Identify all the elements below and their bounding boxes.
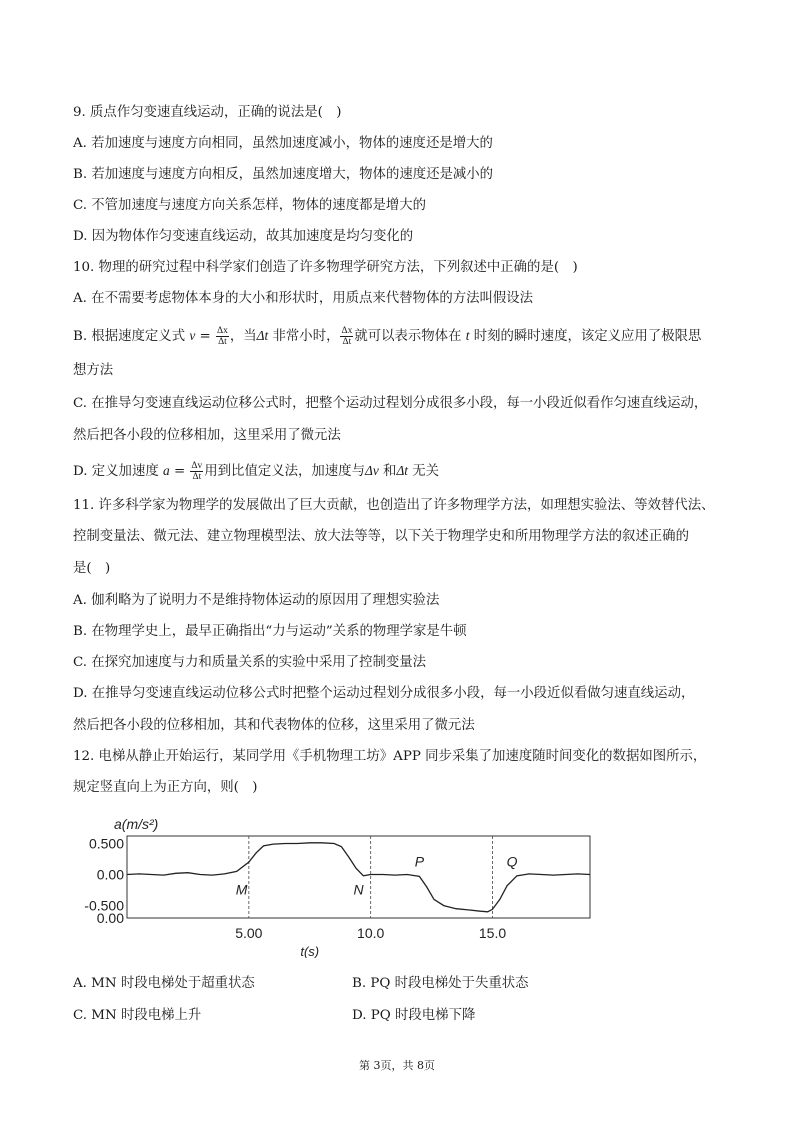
x-tick-label: 10.0 — [357, 925, 385, 941]
q10-d-post: 用到比值定义法，加速度与 — [204, 464, 365, 479]
frac-numerator: Δv — [191, 461, 203, 471]
point-label-Q: Q — [506, 853, 518, 870]
series-line-a — [127, 843, 590, 912]
q12-option-c: C. MN 时段电梯上升 — [73, 1008, 202, 1023]
q10-option-c-line1: C. 在推导匀变速直线运动位移公式时，把整个运动过程划分成很多小段，每一小段近似看作匀速直线运动， — [73, 396, 708, 411]
q10-b-t: t — [465, 328, 470, 343]
y-tick-label: 0.00 — [96, 866, 124, 883]
y-tick-label: 0.500 — [88, 835, 124, 852]
q11-option-d-line1: D. 在推导匀变速直线运动位移公式时把整个运动过程划分成很多小段，每一小段近似看做匀速直线运动， — [73, 686, 695, 701]
q12-option-b: B. PQ 时段电梯处于失重状态 — [352, 976, 529, 991]
q9-option-c: C. 不管加速度与速度方向关系怎样，物体的速度都是增大的 — [73, 198, 427, 213]
q10-option-a: A. 在不需要考虑物体本身的大小和形状时，用质点来代替物体的方法叫假设法 — [73, 291, 534, 306]
y-tick-label: -0.500 — [84, 897, 124, 914]
q12-option-a: A. MN 时段电梯处于超重状态 — [73, 976, 255, 991]
q10-d-a: a — [162, 463, 170, 478]
q12-option-d: D. PQ 时段电梯下降 — [352, 1008, 476, 1023]
q10-b-mid2: 非常小时， — [268, 329, 340, 344]
q11-option-a: A. 伽利略为了说明力不是维持物体运动的原因用了理想实验法 — [73, 593, 440, 608]
q10-option-b-line2: 想方法 — [73, 363, 114, 378]
frac-denominator: Δt — [192, 472, 202, 482]
q10-option-b-line1 — [73, 326, 701, 347]
frac-numerator: Δx — [341, 326, 353, 336]
q10-b-mid3: 就可以表示物体在 — [354, 329, 466, 344]
x-axis-label: t(s) — [300, 944, 320, 958]
y-axis-label: a(m/s²) — [114, 816, 159, 832]
frac-numerator: Δx — [217, 326, 228, 336]
q9-option-b: B. 若加速度与速度方向相反，虽然加速度增大，物体的速度还是减小的 — [73, 167, 494, 182]
chart-frame — [127, 836, 590, 918]
acceleration-chart — [70, 808, 600, 958]
q11-stem-line1: 11. 许多科学家为物理学的发展做出了巨大贡献，也创造出了许多物理学方法，如理想实验法、等效替代法、 — [73, 498, 715, 513]
q10-b-post: 时刻的瞬时速度，该定义应用了极限思 — [469, 329, 702, 344]
q11-stem-line3: 是( ) — [73, 561, 111, 576]
q10-d-end: 无关 — [408, 464, 440, 479]
q10-b-mid1: ，当 — [229, 329, 257, 344]
q10-b-fraction — [216, 326, 229, 347]
chart-series — [127, 843, 590, 912]
q10-b-dt: Δt — [256, 328, 269, 343]
q10-b-prefix: B. 根据速度定义式 — [73, 329, 190, 344]
q9-option-a: A. 若加速度与速度方向相同，虽然加速度减小，物体的速度还是增大的 — [73, 136, 493, 151]
chart-grid — [249, 836, 493, 918]
q12-stem-line2: 规定竖直向上为正方向，则( ) — [73, 780, 258, 795]
q10-b-fraction-2 — [340, 326, 353, 347]
q10-d-dv: Δv — [364, 463, 379, 478]
q10-option-c-line2: 然后把各小段的位移相加，这里采用了微元法 — [73, 428, 341, 443]
q11-stem-line2: 控制变量法、微元法、建立物理模型法、放大法等等，以下关于物理学史和所用物理学方法的叙述正确的 — [73, 529, 689, 544]
q9-option-d: D. 因为物体作匀变速直线运动，故其加速度是均匀变化的 — [73, 229, 414, 244]
q10-d-fraction — [190, 461, 203, 482]
y-tick-label: 0.00 — [96, 910, 124, 926]
page-footer: 第 3页，共 8页 — [359, 1059, 435, 1072]
q11-option-b: B. 在物理学史上，最早正确指出“力与运动”关系的物理学家是牛顿 — [73, 624, 467, 639]
q12-stem-line1: 12. 电梯从静止开始运行，某同学用《手机物理工坊》APP 同步采集了加速度随时间变化的数据如图所示， — [73, 749, 707, 764]
q10-d-dt: Δt — [396, 463, 409, 478]
frac-denominator: Δt — [218, 337, 227, 347]
q10-d-and: 和 — [378, 464, 397, 479]
q10-d-prefix: D. 定义加速度 — [73, 464, 163, 479]
point-label-P: P — [414, 853, 425, 870]
q9-stem: 9. 质点作匀变速直线运动，正确的说法是( ) — [73, 105, 342, 120]
q10-b-v: v — [189, 328, 196, 343]
q10-d-eq: = — [169, 464, 190, 479]
q10-option-d — [73, 461, 439, 482]
point-label-M: M — [235, 881, 248, 898]
q11-option-c: C. 在探究加速度与力和质量关系的实验中采用了控制变量法 — [73, 655, 427, 670]
chart-labels — [84, 816, 517, 958]
plot-border — [127, 836, 590, 918]
x-tick-label: 5.00 — [235, 925, 263, 941]
frac-denominator: Δt — [342, 337, 352, 347]
q10-stem: 10. 物理的研究过程中科学家们创造了许多物理学研究方法，下列叙述中正确的是( ) — [73, 260, 578, 275]
q11-option-d-line2: 然后把各小段的位移相加，其和代表物体的位移，这里采用了微元法 — [73, 718, 475, 733]
q10-b-eq: = — [195, 329, 216, 344]
x-tick-label: 15.0 — [478, 925, 507, 941]
point-label-N: N — [353, 881, 364, 898]
